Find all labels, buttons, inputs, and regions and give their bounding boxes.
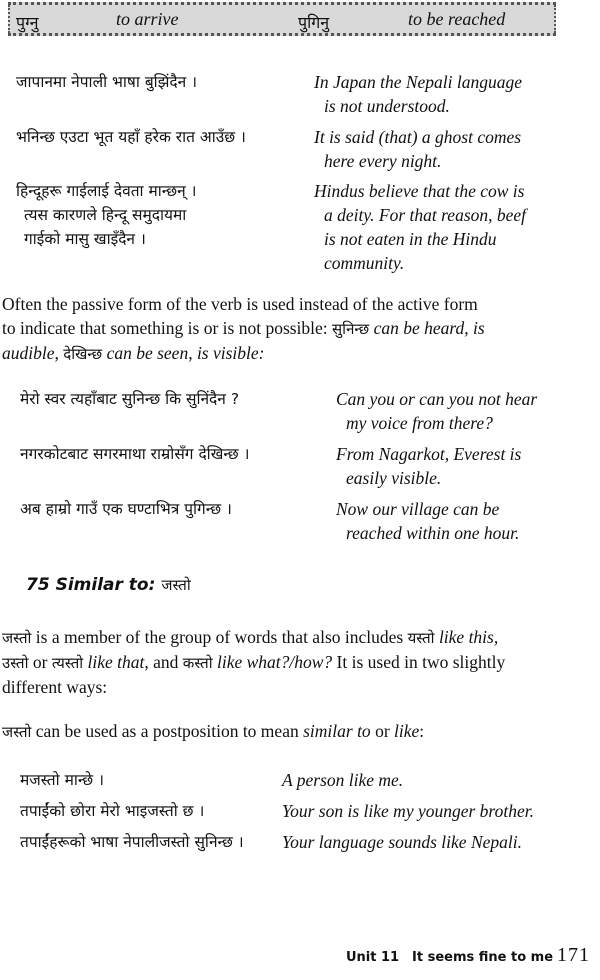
nepali-term: देखिन्छ [63,345,103,363]
example-nepali [16,125,246,149]
english-line: Hindus believe that the cow is [314,181,525,201]
example-nepali [16,70,197,94]
nepali-term: यस्तो [407,629,435,647]
english-line: is not eaten in the Hindu [324,229,497,249]
nepali-term: त्यस्तो [51,654,84,672]
nepali-line: हिन्दूहरू गाईलाई देवता मान्छन् । [16,182,197,200]
english-line: my voice from there? [346,413,493,433]
text-run: It is used in two slightly [332,652,506,672]
text-run: or [28,652,52,672]
italic-gloss: like what?/how? [212,652,333,672]
english-line: community. [324,253,405,273]
example-english [314,125,521,173]
english-line: a deity. For that reason, beef [324,205,527,225]
italic-gloss: similar to [303,721,371,741]
italic-gloss: audible [2,343,55,363]
text-run: Often the passive form of the verb is used instead of the active form [2,294,478,314]
italic-gloss: like that [83,652,145,672]
example-nepali: मजस्तो मान्छे । [20,771,104,789]
nepali-term: जस्तो [2,723,32,741]
page-number: 171 [557,944,590,966]
nepali-term: सुनिन्छ [332,320,370,338]
english-line: reached within one hour. [346,523,520,543]
nepali-line: त्यस कारणले हिन्दू समुदायमा [24,206,187,224]
intro-paragraph [2,625,582,699]
vocabulary-band [8,2,556,36]
footer-unit: Unit 11 [346,950,400,965]
nepali-line: गाईको मासु खाइँदैन । [24,230,146,248]
vocab-word-2-nepali: पुगिनु [298,13,330,32]
section-heading [26,575,191,595]
nepali-line: नगरकोटबाट सगरमाथा राम्रोसँग देखिन्छ । [20,445,250,463]
text-run: , and [144,652,183,672]
nepali-term: कस्तो [182,654,213,672]
section-label: 75 Similar to: [26,575,162,595]
example-nepali [20,497,232,521]
band-left-border [8,5,10,33]
example-english: Your son is like my younger brother. [282,801,534,821]
nepali-line: भनिन्छ एउटा भूत यहाँ हरेक रात आउँछ । [16,128,246,146]
english-line: here every night. [324,151,442,171]
nepali-line: अब हाम्रो गाउँ एक घण्टाभित्र पुगिन्छ । [20,500,232,518]
example-nepali [20,442,249,466]
example-nepali [16,179,197,251]
section-term: जस्तो [161,576,191,594]
italic-gloss: can be heard, is [369,318,485,338]
vocab-word-1-english: to arrive [116,9,179,29]
example-english: A person like me. [282,770,404,790]
text-run: , [54,343,64,363]
nepali-line: मेरो स्वर त्यहाँबाट सुनिन्छ कि सुनिंदैन ? [20,390,240,408]
example-nepali: तपाईंको छोरा मेरो भाइजस्तो छ । [20,802,205,820]
example-english [314,70,522,118]
postposition-paragraph [2,719,582,744]
nepali-line: जापानमा नेपाली भाषा बुझिंदैन । [16,73,198,91]
text-run: can be used as a postposition to mean [31,721,304,741]
text-run: is a member of the group of words that also includes [31,627,408,647]
english-line: It is said (that) a ghost comes [314,127,522,147]
vocab-word-1-nepali: पुग्नु [16,13,39,32]
example-english: Your language sounds like Nepali. [282,832,522,852]
example-english [336,497,519,545]
nepali-term: उस्तो [2,654,29,672]
passive-paragraph [2,292,582,366]
english-line: is not understood. [324,96,450,116]
example-english [336,442,521,490]
example-english [314,179,526,275]
english-line: From Nagarkot, Everest is [336,444,522,464]
nepali-term: जस्तो [2,629,32,647]
italic-gloss: can be seen, is visible: [102,343,265,363]
band-right-border [554,5,556,33]
english-line: easily visible. [346,468,442,488]
text-run: or [370,721,395,741]
italic-gloss: like [394,721,420,741]
footer-title: It seems fine to me [412,950,554,965]
italic-gloss: like this, [434,627,499,647]
english-line: Now our village can be [336,499,500,519]
text-run: : [419,721,425,741]
vocab-word-2-english: to be reached [408,9,506,29]
example-english [336,387,537,435]
english-line: Can you or can you not hear [336,389,538,409]
text-run: to indicate that something is or is not possible: [2,318,333,338]
text-run: different ways: [2,677,108,697]
example-nepali [20,387,239,411]
english-line: In Japan the Nepali language [314,72,523,92]
example-nepali: तपाईंहरूको भाषा नेपालीजस्तो सुनिन्छ । [20,833,244,851]
